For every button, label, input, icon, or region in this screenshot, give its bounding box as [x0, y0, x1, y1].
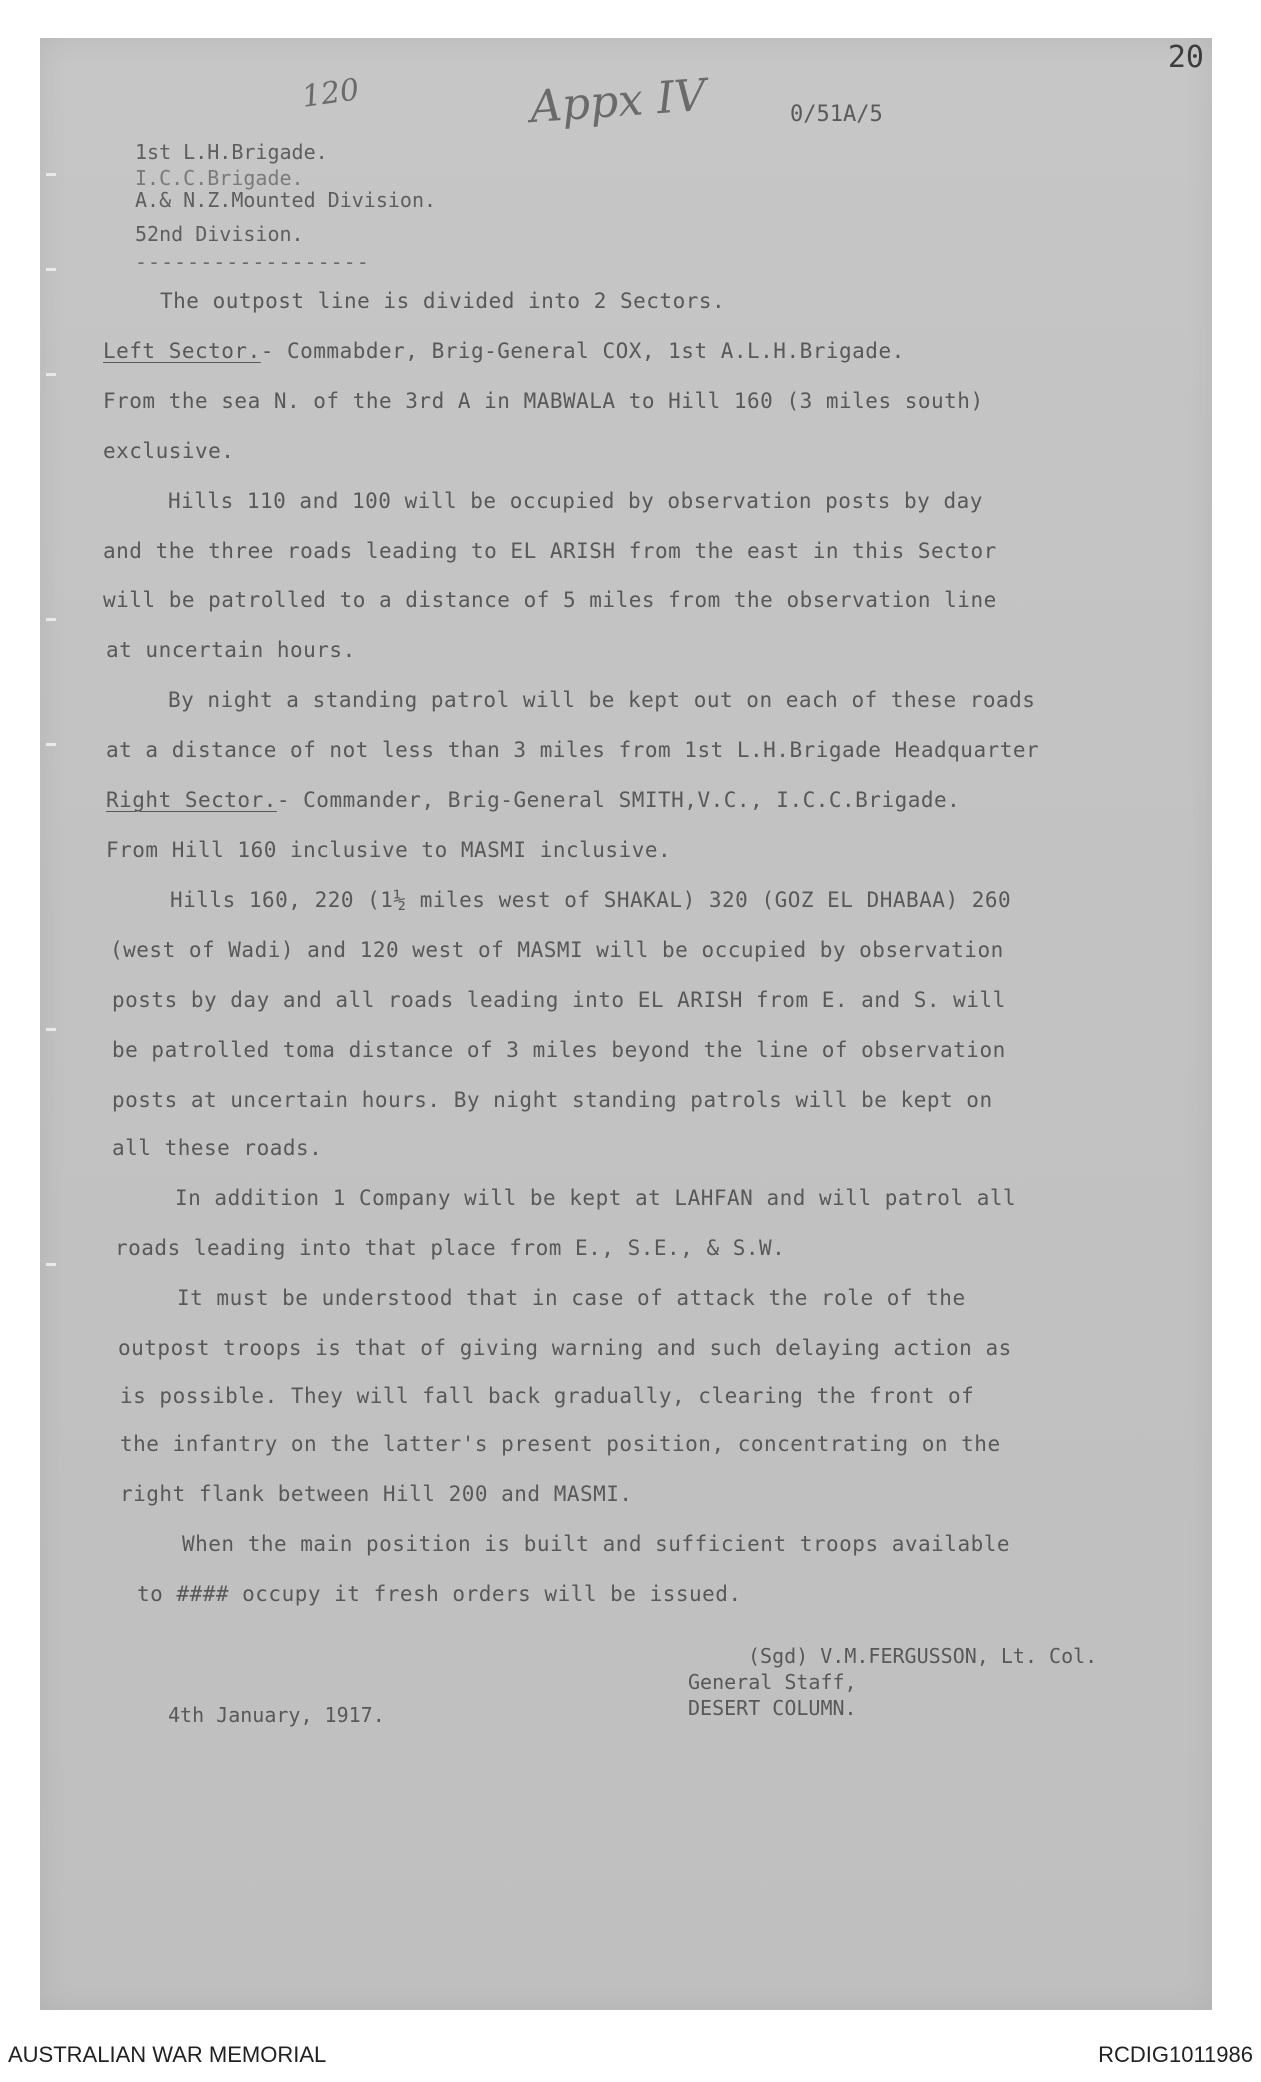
- body-line: posts by day and all roads leading into EL ARISH from E. and S. will: [112, 988, 1006, 1012]
- body-line: right flank between Hill 200 and MASMI.: [120, 1482, 633, 1506]
- sector-heading-left: Left Sector.: [103, 339, 261, 363]
- body-line: and the three roads leading to EL ARISH from the east in this Sector: [103, 539, 997, 563]
- body-line: is possible. They will fall back gradually, clearing the front of: [120, 1384, 975, 1408]
- body-line: exclusive.: [103, 439, 235, 463]
- folio-handwriting: 120: [299, 72, 362, 115]
- body-line: Hills 110 and 100 will be occupied by observation posts by day: [168, 489, 983, 513]
- footer-institution: AUSTRALIAN WAR MEMORIAL: [8, 2042, 327, 2067]
- signature-unit: DESERT COLUMN.: [688, 1696, 857, 1720]
- body-line: It must be understood that in case of attack the role of the: [177, 1286, 966, 1310]
- signature-role: General Staff,: [688, 1670, 857, 1694]
- separator-rule: ------------------: [135, 250, 370, 274]
- body-line: (west of Wadi) and 120 west of MASMI will be occupied by observation: [110, 938, 1004, 962]
- body-line: will be patrolled to a distance of 5 miles from the observation line: [103, 588, 997, 612]
- body-line: When the main position is built and sufficient troops available: [182, 1532, 1011, 1556]
- body-line: The outpost line is divided into 2 Sectors.: [160, 289, 726, 313]
- addressee: I.C.C.Brigade.: [135, 166, 304, 190]
- body-line: at uncertain hours.: [106, 638, 356, 662]
- sector-heading-right: Right Sector.: [106, 788, 277, 812]
- body-line: the infantry on the latter's present position, concentrating on the: [120, 1432, 1001, 1456]
- body-line: outpost troops is that of giving warning and such delaying action as: [118, 1336, 1012, 1360]
- page-number: 20: [1167, 40, 1204, 75]
- document-date: 4th January, 1917.: [168, 1703, 385, 1727]
- body-line: Left Sector.- Commabder, Brig-General COX, 1st A.L.H.Brigade.: [103, 339, 905, 363]
- document-sheet: [40, 38, 1212, 2010]
- addressee: 1st L.H.Brigade.: [135, 140, 328, 164]
- reference-number: 0/51A/5: [790, 102, 883, 127]
- body-line: Right Sector.- Commander, Brig-General SMITH,V.C., I.C.C.Brigade.: [106, 788, 961, 812]
- body-line: at a distance of not less than 3 miles from 1st L.H.Brigade Headquarter: [106, 738, 1040, 762]
- body-line: roads leading into that place from E., S.E., & S.W.: [115, 1236, 786, 1260]
- body-line: In addition 1 Company will be kept at LAHFAN and will patrol all: [175, 1186, 1017, 1210]
- addressee: 52nd Division.: [135, 222, 304, 246]
- body-line: From Hill 160 inclusive to MASMI inclusive.: [106, 838, 672, 862]
- body-line: From the sea N. of the 3rd A in MABWALA to Hill 160 (3 miles south): [103, 389, 984, 413]
- body-line: posts at uncertain hours. By night standing patrols will be kept on: [112, 1088, 993, 1112]
- body-line: to #### occupy it fresh orders will be issued.: [137, 1582, 742, 1606]
- addressee: A.& N.Z.Mounted Division.: [135, 188, 437, 212]
- body-line: Hills 160, 220 (1½ miles west of SHAKAL) 320 (GOZ EL DHABAA) 260: [170, 888, 1012, 912]
- body-line: be patrolled toma distance of 3 miles beyond the line of observation: [112, 1038, 1006, 1062]
- signature-name: (Sgd) V.M.FERGUSSON, Lt. Col.: [748, 1644, 1098, 1668]
- appendix-handwriting: Appx IV: [528, 69, 708, 134]
- footer-identifier: RCDIG1011986: [1098, 2042, 1253, 2067]
- body-line: all these roads.: [112, 1136, 323, 1160]
- body-line: By night a standing patrol will be kept out on each of these roads: [168, 688, 1036, 712]
